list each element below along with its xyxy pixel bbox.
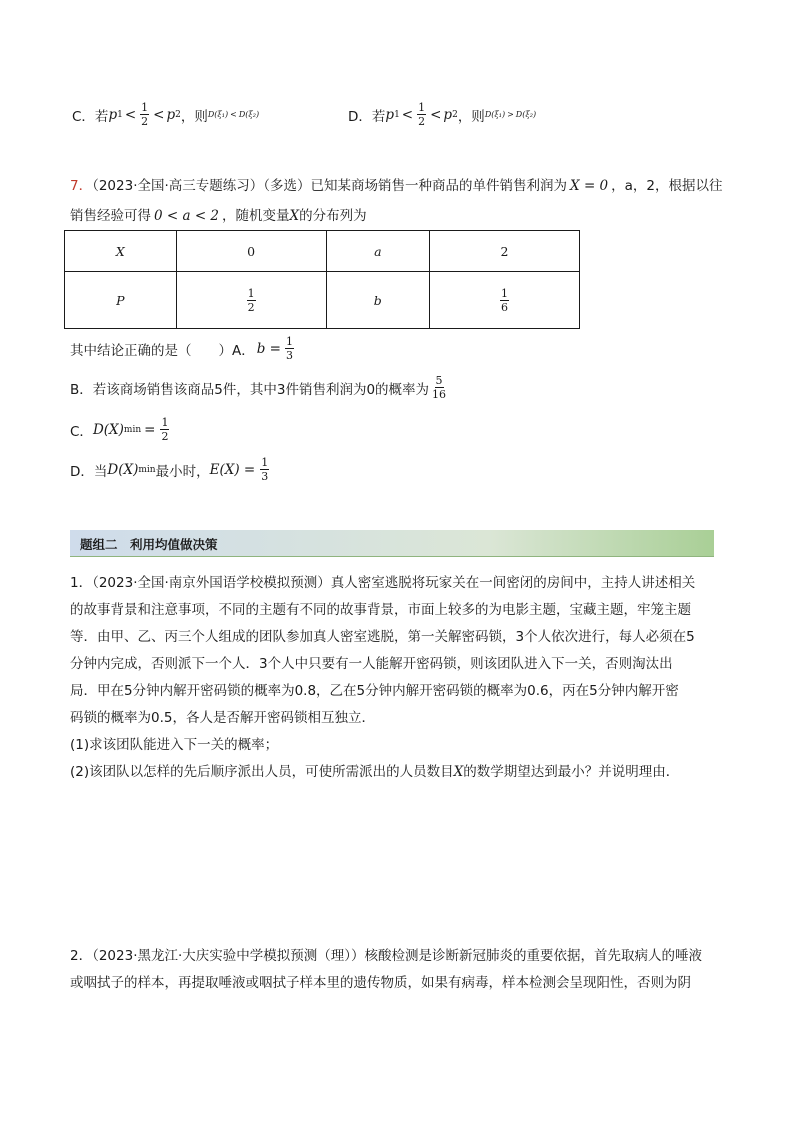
text-line: 1．（2023·全国·南京外国语学校模拟预测）真人密室逃脱将玩家关在一间密闭的房间中，主持人讲述相关 xyxy=(70,575,696,591)
text-line: 2．（2023·黑龙江·大庆实验中学模拟预测（理））核酸检测是诊断新冠肺炎的重要依据，首先取病人的唾液 xyxy=(70,948,703,964)
text-line: 的故事背景和注意事项，不同的主题有不同的故事背景，市面上较多的为电影主题，宝藏主题，牢笼主题 xyxy=(70,602,691,618)
text-line: 或咽拭子的样本，再提取唾液或咽拭子样本里的遗传物质，如果有病毒，样本检测会呈现阳性，否则为阴 xyxy=(70,975,691,991)
q6-option-c: C．若 p 1 < $\frac{1}{2}$ < p 2 ，则 D(ξ₁) < D(ξ₂) xyxy=(72,101,260,128)
text-line: 局．甲在5分钟内解开密码锁的概率为0.8，乙在5分钟内解开密码锁的概率为0.6，丙在5分钟内解开密 xyxy=(70,683,679,699)
q7-question-option-a: 其中结论正确的是（ ）A． b = $\frac{1}{3}$ xyxy=(70,335,293,362)
q7-option-b: B．若该商场销售该商品5件，其中3件销售利润为0的概率为 $\frac{5}{16}$ xyxy=(70,374,447,401)
option-c-label: C．若 xyxy=(72,108,109,125)
distribution-table xyxy=(64,230,580,329)
table-cell: P xyxy=(65,272,177,329)
q1-paragraph xyxy=(70,570,730,786)
text-line: 分钟内完成，否则派下一个人．3个人中只要有一人能解开密码锁，则该团队进入下一关，否则淘汰出 xyxy=(70,656,673,672)
table-row xyxy=(65,231,580,272)
q7-option-c: C． D(X) min = $\frac{1}{2}$ xyxy=(70,416,169,443)
sub-question-2: (2)该团队以怎样的先后顺序派出人员，可使所需派出的人员数目X的数学期望达到最小？并说明理由． xyxy=(70,764,680,780)
table-cell: 2 xyxy=(429,231,579,272)
text-line: 等．由甲、乙、丙三个人组成的团队参加真人密室逃脱，第一关解密码锁，3个人依次进行，每人必须在5 xyxy=(70,629,695,645)
section-header xyxy=(70,530,714,557)
table-cell: 0 xyxy=(176,231,326,272)
fraction-one-half: $\frac{1}{2}$ xyxy=(141,101,149,128)
table-cell: X xyxy=(65,231,177,272)
table-cell: a xyxy=(326,231,429,272)
q7-line1: 7．（2023·全国·高三专题练习）（多选）已知某商场销售一种商品的单件销售利润为 X = 0 ，a，2，根据以往 xyxy=(70,178,723,194)
option-d-label: D．若 xyxy=(348,108,386,125)
question-number: 7． xyxy=(70,178,93,194)
fraction-one-half: $\frac{1}{2}$ xyxy=(418,101,426,128)
q6-option-d: D．若 p 1 < $\frac{1}{2}$ < p 2 ，则 D(ξ₁) > D(ξ₂) xyxy=(348,101,537,128)
table-cell: $\frac{1}{6}$ xyxy=(429,272,579,329)
section-title: 题组二 利用均值做决策 xyxy=(80,537,218,552)
table-cell: $\frac{1}{2}$ xyxy=(176,272,326,329)
sub-question-1: (1)求该团队能进入下一关的概率； xyxy=(70,737,279,753)
question-source: （2023·全国·高三专题练习）（多选） xyxy=(92,178,311,194)
q7-option-d: D．当 D(X) min 最小时， E(X) = $\frac{1}{3}$ xyxy=(70,456,269,483)
table-cell: b xyxy=(326,272,429,329)
text-line: 码锁的概率为0.5，各人是否解开密码锁相互独立． xyxy=(70,710,375,726)
q2-paragraph xyxy=(70,943,730,997)
q7-line2: 销售经验可得 0 < a < 2 ，随机变量X的分布列为 xyxy=(70,208,367,224)
table-row xyxy=(65,272,580,329)
